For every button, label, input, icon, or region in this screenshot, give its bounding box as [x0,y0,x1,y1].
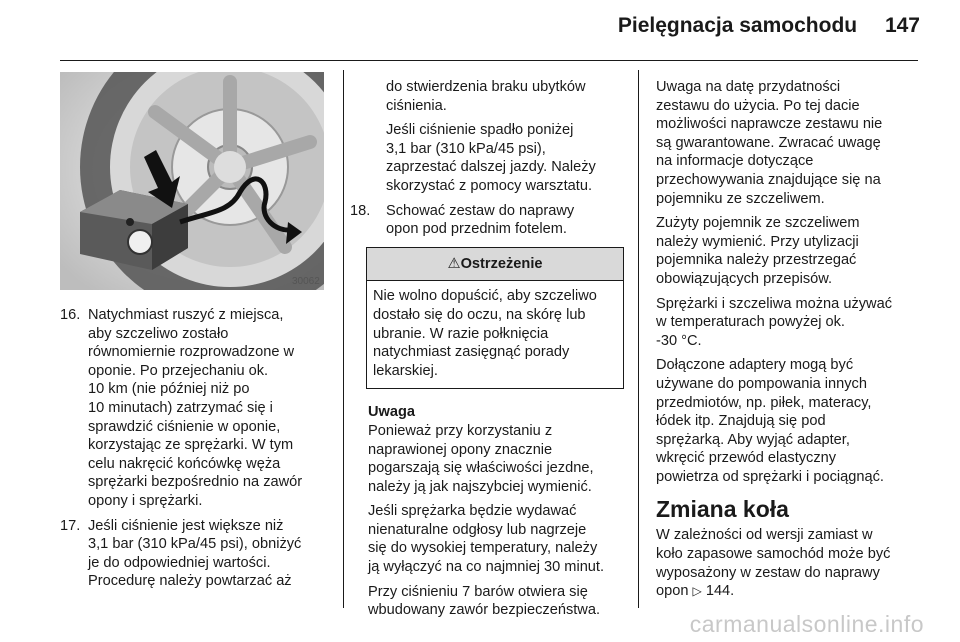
text-line: opon pod przednim fotelem. [386,221,567,238]
text-line: opony i sprężarki. [88,492,203,509]
text-line: Natychmiast ruszyć z miejsca, [88,307,284,323]
text-line: Jeśli ciśnienie jest większe niż [88,517,284,534]
text-line: pojemnika należy przestrzegać [656,252,857,269]
paragraph-adapters [656,356,922,486]
text-line: celu nakręcić końcówkę węża [88,455,281,472]
text-line: są gwarantowane. Zwracać uwagę [656,134,881,151]
list-number: 16. [60,307,81,323]
text-line: należy wymienić. Przy utylizacji [656,233,859,250]
list-item-text [88,306,326,511]
text-line [656,582,922,601]
text-line: powietrza od sprężarki i pociągnąć. [656,468,884,485]
text-line: łódek itp. Znajdują się pod [656,413,826,430]
list-number: 17. [60,517,81,534]
note-paragraph-2 [368,502,624,576]
text-line: Schować zestaw do naprawy [386,202,575,219]
text-line: dostało się do oczu, na skórę lub [373,306,586,323]
item-17-continuation-2 [368,121,624,195]
item-17-continuation [368,78,624,115]
text-line: wbudowany zawór bezpieczeństwa. [368,602,601,619]
text-line: wkręcić przewód elastyczny [656,450,837,467]
text-line: korzystając ze sprężarki. W tym [88,437,294,454]
page-title: Pielęgnacja samochodu [617,14,858,37]
column-2 [350,78,624,626]
text-line: W zależności od wersji zamiast w [656,527,873,544]
text-line: Nie wolno dopuścić, aby szczeliwo [373,288,597,305]
footer-watermark: carmanualsonline.info [689,611,924,637]
text-line: 3,1 bar (310 kPa/45 psi), [386,140,546,157]
text-line: sprawdzić ciśnienie w oponie, [88,418,281,435]
text-line: -30 °C. [656,332,702,349]
text-line: Przy ciśnieniu 7 barów otwiera się [368,583,588,600]
column-divider-2 [638,70,639,608]
list-item-18 [350,202,624,239]
text-line: je do odpowiedniej wartości. [88,554,271,571]
text-line: lekarskiej. [373,362,438,379]
note-title: Uwaga [368,404,416,421]
text-line: Ponieważ przy korzystaniu z [368,422,553,439]
note-block [368,403,624,620]
list-item-16 [60,306,326,511]
text-line: równomiernie rozprowadzone w [88,344,295,361]
column-1 [60,306,326,597]
paragraph-expiry [656,78,922,208]
text-line: należy ją jak najszybciej wymienić. [368,478,592,495]
text-line: Sprężarki i szczeliwa można używać [656,295,893,312]
section-heading: Zmiana koła [656,496,789,523]
list-number: 18. [350,202,371,219]
text-line: Dołączone adaptery mogą być [656,357,854,374]
text-line: koło zapasowe samochód może być [656,546,891,563]
text-line: pogarszają się właściwości jezdne, [368,460,594,477]
text-line: używane do pompowania innych [656,375,867,392]
text-line: Uwaga na datę przydatności [656,79,841,95]
text-line: ubranie. W razie połknięcia [373,325,549,342]
paragraph-temperature [656,295,922,351]
text-line: zestawu do użycia. Po tej dacie [656,97,860,114]
text-line: natychmiast zasięgnąć porady [373,344,570,361]
page-number: 147 [884,14,920,37]
paragraph-wheel-change [656,526,922,600]
page-header [618,14,920,38]
text-line: przechowywania znajdujące się na [656,171,881,188]
text-line: ciśnienia. [386,97,447,114]
text-line: aby szczeliwo zostało [88,325,229,342]
list-item-text [378,202,624,239]
text-line: skorzystać z pomocy warsztatu. [386,177,592,194]
page-reference-link[interactable]: 144. [705,583,735,600]
text-line: obowiązujących przepisów. [656,270,833,287]
text-line: Jeśli sprężarka będzie wydawać [368,503,577,520]
text-line: Jeśli ciśnienie spadło poniżej [386,122,574,139]
text-line: 10 minutach) zatrzymać się i [88,399,273,416]
column-3 [656,78,922,607]
list-item-text [88,517,326,591]
text-line: sprężarką. Aby wyjąć adapter, [656,431,850,448]
figure-code: 30062 [292,276,320,287]
text-line: w temperaturach powyżej ok. [656,314,845,331]
header-rule [60,60,918,61]
page-reference-icon: ▷ [692,584,702,599]
text-line: do stwierdzenia braku ubytków [386,79,586,95]
warning-icon: ⚠ [447,255,461,272]
text-line: przedmiotów, np. piłek, materacy, [656,394,872,411]
text-line: Zużyty pojemnik ze szczeliwem [656,215,860,232]
warning-header [367,248,623,282]
text-fragment: opon [656,583,689,600]
list-item-17 [60,517,326,591]
text-line: się do wysokiej temperatury, należy [368,540,598,557]
warning-box [366,247,624,390]
text-line: wyposażony w zestaw do naprawy [656,564,880,581]
text-line: zaprzestać dalszej jazdy. Należy [386,159,596,176]
text-line: 3,1 bar (310 kPa/45 psi), obniżyć [88,536,302,553]
text-line: oponie. Po przejechaniu ok. [88,362,269,379]
warning-title: Ostrzeżenie [460,255,543,272]
text-line: 10 km (nie później niż po [88,381,250,398]
text-line: nienaturalne odgłosy lub nagrzeje [368,521,587,538]
text-line: sprężarki bezpośrednio na zawór [88,474,303,491]
warning-body [367,281,623,388]
note-paragraph-3 [368,583,624,620]
text-line: naprawionej opony znacznie [368,441,553,458]
column-divider-1 [343,70,344,608]
text-line: Procedurę należy powtarzać aż [88,573,292,590]
text-line: możliwości naprawcze zestawu nie [656,116,883,133]
text-line: na informacje dotyczące [656,153,814,170]
note-paragraph-1 [368,422,624,496]
text-line: pojemniku ze szczeliwem. [656,190,825,207]
paragraph-disposal [656,214,922,288]
text-line: ją wyłączyć na co najmniej 30 minut. [368,559,605,576]
tire-repair-kit-illustration [60,72,324,290]
